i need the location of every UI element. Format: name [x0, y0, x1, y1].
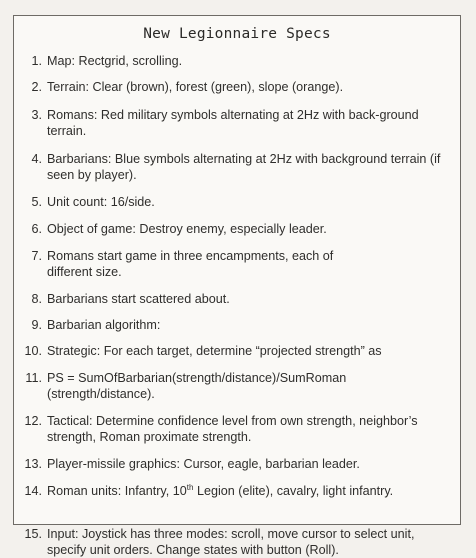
item-text: PS = SumOfBarbarian(strength/distance)/SumRoman (strength/distance).: [47, 371, 347, 401]
item-text: Romans start game in three encampments, each of different size.: [47, 249, 334, 279]
item-number: 14.: [24, 484, 42, 498]
item-text-post: Legion (elite), cavalry, light infantry.: [193, 484, 394, 498]
item-text: [47, 484, 397, 500]
item-text: Input: Joystick has three modes: scroll, move cursor to select unit, specify unit orders. Change states with button (Roll).: [47, 527, 415, 557]
item-number: 12.: [24, 414, 42, 428]
item-number: 2.: [31, 80, 42, 94]
page-title: New Legionnaire Specs: [143, 26, 331, 42]
item-text: Romans: Red military symbols alternating at 2Hz with back-ground terrain.: [47, 108, 419, 138]
item-text: Map: Rectgrid, scrolling.: [47, 54, 183, 68]
item-number: 4.: [31, 152, 42, 166]
item-number: 5.: [31, 195, 42, 209]
item-number: 1.: [31, 54, 42, 68]
item-text: Tactical: Determine confidence level from own strength, neighbor’s strength, Roman proximate strength.: [47, 414, 418, 444]
ordinal-suffix: th: [186, 482, 194, 492]
item-text-pre: Roman units: Infantry, 10: [47, 484, 187, 498]
item-text: Barbarian algorithm:: [47, 318, 161, 332]
item-number: 13.: [24, 457, 42, 471]
item-text: Player-missile graphics: Cursor, eagle, barbarian leader.: [47, 457, 360, 471]
item-number: 3.: [31, 108, 42, 122]
item-number: 8.: [31, 292, 42, 306]
item-text: Unit count: 16/side.: [47, 195, 155, 209]
item-number: 9.: [31, 318, 42, 332]
item-text: Object of game: Destroy enemy, especially leader.: [47, 222, 327, 236]
item-number: 7.: [31, 249, 42, 263]
item-text: Barbarians start scattered about.: [47, 292, 230, 306]
specs-panel: [13, 15, 461, 557]
item-number: 11.: [25, 371, 42, 385]
item-number: 6.: [31, 222, 42, 236]
item-text: Terrain: Clear (brown), forest (green), slope (orange).: [47, 80, 344, 94]
item-text: Strategic: For each target, determine “projected strength” as: [47, 344, 382, 358]
item-number: 15.: [24, 527, 42, 541]
item-number: 10.: [24, 344, 42, 358]
item-text: Barbarians: Blue symbols alternating at 2Hz with background terrain (if seen by player).: [47, 152, 441, 182]
